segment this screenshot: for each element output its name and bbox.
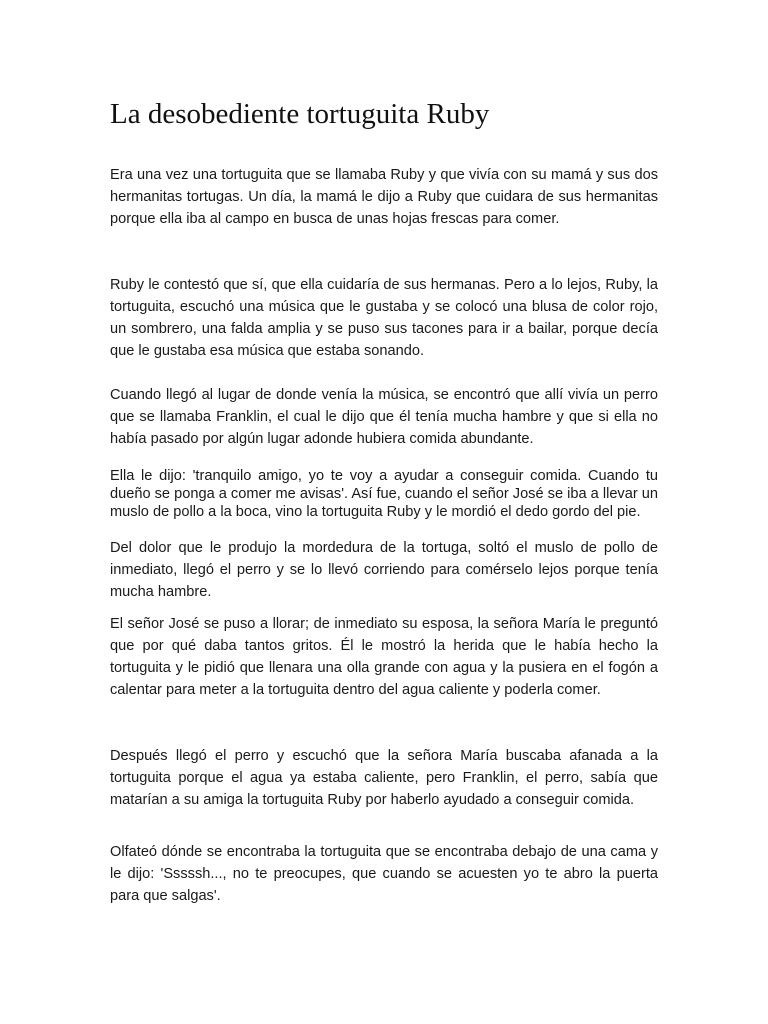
paragraph-2: Ruby le contestó que sí, que ella cuidaría de sus hermanas. Pero a lo lejos, Ruby, la tortuguita, escuchó una música que le gustaba y se colocó una blusa de color rojo, un sombrero, una falda amplia y se puso sus tacones para ir a bailar, porque decía que le gustaba esa música que estaba sonando. xyxy=(110,277,658,359)
paragraph-3: Cuando llegó al lugar de donde venía la música, se encontró que allí vivía un perro que se llamaba Franklin, el cual le dijo que él tenía mucha hambre y que si ella no había pasado por algún lugar adonde hubiera comida abundante. xyxy=(110,387,658,447)
paragraph-4: Ella le dijo: 'tranquilo amigo, yo te voy a ayudar a conseguir comida. Cuando tu dueño se ponga a comer me avisas'. Así fue, cuando el señor José se iba a llevar un muslo de pollo a la boca, vino la tortuguita Ruby y le mordió el dedo gordo del pie. xyxy=(110,468,658,520)
paragraph-7: Después llegó el perro y escuchó que la señora María buscaba afanada a la tortuguita porque el agua ya estaba caliente, pero Franklin, el perro, sabía que matarían a su amiga la tortuguita Ruby por haberlo ayudado a conseguir comida. xyxy=(110,748,658,808)
document-title: La desobediente tortuguita Ruby xyxy=(110,98,490,130)
paragraph-1: Era una vez una tortuguita que se llamaba Ruby y que vivía con su mamá y sus dos hermanitas tortugas. Un día, la mamá le dijo a Ruby que cuidara de sus hermanitas porque ella iba al campo en busca de unas hojas frescas para comer. xyxy=(110,167,658,227)
paragraph-5: Del dolor que le produjo la mordedura de la tortuga, soltó el muslo de pollo de inmediato, llegó el perro y se lo llevó corriendo para comérselo lejos porque tenía mucha hambre. xyxy=(110,540,658,600)
paragraph-8: Olfateó dónde se encontraba la tortuguita que se encontraba debajo de una cama y le dijo: 'Sssssh..., no te preocupes, que cuando se acuesten yo te abro la puerta para que salgas'. xyxy=(110,844,658,904)
paragraph-6: El señor José se puso a llorar; de inmediato su esposa, la señora María le preguntó que por qué daba tantos gritos. Él le mostró la herida que le había hecho la tortuguita y le pidió que llenara una olla grande con agua y la pusiera en el fogón a calentar para meter a la tortuguita dentro del agua caliente y poderla comer. xyxy=(110,616,658,698)
